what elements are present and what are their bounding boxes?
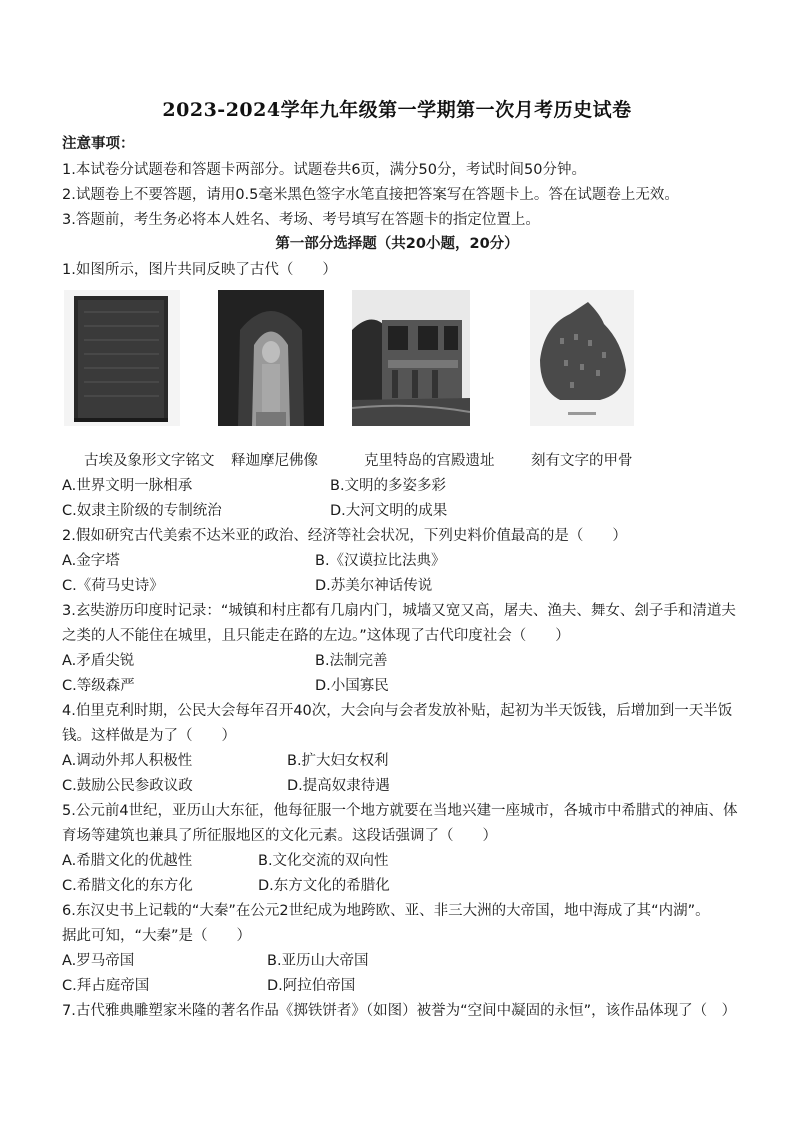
q2-option-d: D.苏美尔神话传说 bbox=[315, 578, 433, 594]
q4-option-a: A.调动外邦人积极性 bbox=[62, 753, 193, 769]
q1-option-c: C.奴隶主阶级的专制统治 bbox=[62, 503, 222, 519]
q4-stem-line-2: 钱。这样做是为了（ ） bbox=[62, 728, 236, 744]
q4-option-c: C.鼓励公民参政议政 bbox=[62, 778, 193, 794]
q2-option-c: C.《荷马史诗》 bbox=[62, 578, 164, 594]
crete-palace-ruins-image bbox=[352, 290, 470, 426]
notice-item-2: 2.试题卷上不要答题，请用0.5毫米黑色签字水笔直接把答案写在答题卡上。答在试题卷上无效。 bbox=[62, 187, 679, 203]
notice-item-1: 1.本试卷分试题卷和答题卡两部分。试题卷共6页，满分50分，考试时间50分钟。 bbox=[62, 162, 586, 178]
q6-stem-line-1: 6.东汉史书上记载的“大秦”在公元2世纪成为地跨欧、亚、非三大洲的大帝国，地中海成了其“内湖”。 bbox=[62, 903, 710, 919]
q4-stem-line-1: 4.伯里克利时期，公民大会每年召开40次，大会向与会者发放补贴，起初为半天饭钱，后增加到一天半饭 bbox=[62, 703, 733, 719]
q1-caption-2: 释迦摩尼佛像 bbox=[231, 453, 318, 469]
q1-stem: 1.如图所示，图片共同反映了古代（ ） bbox=[62, 262, 337, 278]
q3-option-c: C.等级森严 bbox=[62, 678, 135, 694]
q2-option-b: B.《汉谟拉比法典》 bbox=[315, 553, 446, 569]
oracle-bone-image bbox=[530, 290, 634, 426]
q6-option-c: C.拜占庭帝国 bbox=[62, 978, 150, 994]
q5-option-a: A.希腊文化的优越性 bbox=[62, 853, 193, 869]
q7-stem: 7.古代雅典雕塑家米隆的著名作品《掷铁饼者》（如图）被誉为“空间中凝固的永恒”，该作品体现了（ ） bbox=[62, 1003, 737, 1019]
q1-option-b: B.文明的多姿多彩 bbox=[330, 478, 447, 494]
q5-stem-line-1: 5.公元前4世纪，亚历山大东征，他每征服一个地方就要在当地兴建一座城市，各城市中希腊式的神庙、体 bbox=[62, 803, 738, 819]
q1-option-a: A.世界文明一脉相承 bbox=[62, 478, 193, 494]
q1-caption-3: 克里特岛的宫殿遗址 bbox=[364, 453, 495, 469]
egyptian-inscription-image bbox=[64, 290, 180, 426]
q6-option-a: A.罗马帝国 bbox=[62, 953, 135, 969]
q3-option-b: B.法制完善 bbox=[315, 653, 388, 669]
q2-stem: 2.假如研究古代美索不达米亚的政治、经济等社会状况，下列史料价值最高的是（ ） bbox=[62, 528, 627, 544]
q6-stem-line-2: 据此可知，“大秦”是（ ） bbox=[62, 928, 252, 944]
q1-caption-4: 刻有文字的甲骨 bbox=[531, 453, 633, 469]
q5-option-b: B.文化交流的双向性 bbox=[258, 853, 389, 869]
q1-option-d: D.大河文明的成果 bbox=[330, 503, 448, 519]
q4-option-b: B.扩大妇女权利 bbox=[287, 753, 389, 769]
q1-caption-1: 古埃及象形文字铭文 bbox=[84, 453, 215, 469]
q6-option-b: B.亚历山大帝国 bbox=[267, 953, 369, 969]
notice-heading: 注意事项： bbox=[62, 136, 135, 152]
q3-stem-line-1: 3.玄奘游历印度时记录：“城镇和村庄都有几扇内门，城墙又宽又高，屠夫、渔夫、舞女、刽子手和清道夫 bbox=[62, 603, 736, 619]
q3-option-a: A.矛盾尖锐 bbox=[62, 653, 135, 669]
q5-option-c: C.希腊文化的东方化 bbox=[62, 878, 193, 894]
notice-item-3: 3.答题前，考生务必将本人姓名、考场、考号填写在答题卡的指定位置上。 bbox=[62, 212, 540, 228]
section-title: 第一部分选择题（共20小题，20分） bbox=[275, 236, 519, 252]
exam-title: 2023-2024学年九年级第一学期第一次月考历史试卷 bbox=[162, 99, 632, 121]
buddha-statue-image bbox=[218, 290, 324, 426]
q5-stem-line-2: 育场等建筑也兼具了所征服地区的文化元素。这段话强调了（ ） bbox=[62, 828, 497, 844]
q3-stem-line-2: 之类的人不能住在城里，且只能走在路的左边。”这体现了古代印度社会（ ） bbox=[62, 628, 570, 644]
q6-option-d: D.阿拉伯帝国 bbox=[267, 978, 356, 994]
q2-option-a: A.金字塔 bbox=[62, 553, 120, 569]
q3-option-d: D.小国寡民 bbox=[315, 678, 389, 694]
q5-option-d: D.东方文化的希腊化 bbox=[258, 878, 390, 894]
q4-option-d: D.提高奴隶待遇 bbox=[287, 778, 390, 794]
